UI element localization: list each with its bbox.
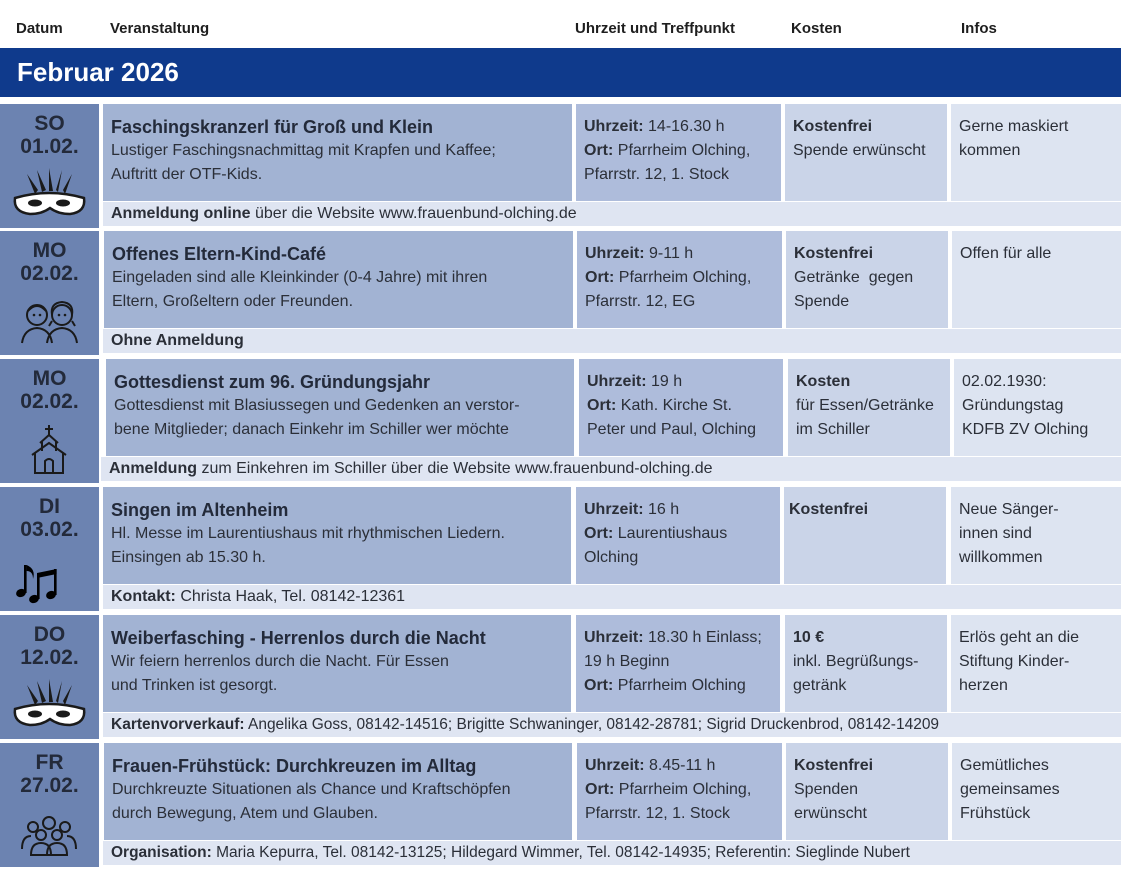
place-value: Pfarrstr. 12, EG [585, 293, 696, 310]
time-label: Uhrzeit: [584, 501, 644, 518]
month-title: Februar 2026 [17, 57, 179, 87]
cost-cell [785, 615, 947, 712]
cost-cell [788, 359, 950, 456]
event-desc: Einsingen ab 15.30 h. [111, 549, 266, 566]
info-text: gemeinsames [960, 781, 1060, 798]
cost-text: für Essen/Getränke [796, 397, 934, 414]
time-cell [576, 104, 781, 201]
carnival-mask-icon [0, 677, 99, 735]
group-icon [0, 805, 99, 863]
date: 01.02. [20, 135, 79, 158]
event-desc: Eingeladen sind alle Kleinkinder (0-4 Jahre) mit ihren [112, 269, 488, 286]
event-desc: und Trinken ist gesorgt. [111, 677, 278, 694]
church-icon [0, 421, 99, 479]
weekday: DI [39, 495, 60, 518]
event-footer [103, 585, 1121, 609]
weekday: MO [32, 239, 67, 262]
time-label: Uhrzeit: [585, 245, 645, 262]
place-label: Ort: [584, 142, 614, 159]
date-cell [0, 359, 99, 483]
event-title: Singen im Altenheim [111, 500, 289, 520]
event-row [0, 231, 1121, 355]
cost-text: Spende erwünscht [793, 142, 926, 159]
cost-text: Spenden [794, 781, 859, 798]
event-cell [104, 231, 573, 328]
table-header [0, 0, 1121, 48]
event-desc: Lustiger Faschingsnachmittag mit Krapfen und Kaffee; [111, 142, 496, 159]
time-label: Uhrzeit: [584, 629, 644, 646]
time-value: 14-16.30 h [648, 118, 725, 135]
header-time: Uhrzeit und Treffpunkt [575, 20, 735, 37]
date-cell [0, 743, 99, 867]
date: 12.02. [20, 646, 79, 669]
time-cell [576, 487, 780, 584]
date-cell [0, 615, 99, 739]
info-text: Gemütliches [960, 757, 1049, 774]
date: 02.02. [20, 390, 79, 413]
date: 03.02. [20, 518, 79, 541]
cost-text: getränk [793, 677, 847, 694]
cost-text: Spende [794, 293, 850, 310]
cost-title: Kostenfrei [794, 757, 874, 774]
time-value: 19 h [651, 373, 683, 390]
event-row [0, 615, 1121, 739]
footer-label: Kontakt: [111, 588, 176, 605]
event-title: Offenes Eltern-Kind-Café [112, 244, 327, 264]
cost-text: inkl. Begrüßungs- [793, 653, 919, 670]
event-footer [103, 329, 1121, 353]
event-cell [103, 487, 571, 584]
music-notes-icon [0, 549, 99, 607]
weekday: FR [35, 751, 64, 774]
time-cell [577, 743, 782, 840]
event-cell [103, 104, 572, 201]
time-value: 18.30 h Einlass; [648, 629, 762, 646]
cost-title: 10 € [793, 629, 825, 646]
date: 02.02. [20, 262, 79, 285]
info-cell [952, 743, 1121, 840]
info-text: herzen [959, 677, 1008, 694]
event-desc: bene Mitglieder; danach Einkehr im Schiller wer möchte [114, 421, 509, 438]
place-value: Pfarrheim Olching, [618, 269, 752, 286]
footer-text: zum Einkehren im Schiller über die Website www.frauenbund-olching.de [197, 460, 713, 477]
header-event: Veranstaltung [110, 20, 210, 37]
header-cost: Kosten [791, 20, 842, 37]
time-value: 8.45-11 h [649, 757, 716, 774]
info-text: Neue Sänger- [959, 501, 1059, 518]
event-cell [104, 743, 572, 840]
footer-label: Anmeldung online [111, 205, 251, 222]
event-desc: Durchkreuzte Situationen als Chance und Kraftschöpfen [112, 781, 511, 798]
cost-cell [786, 743, 948, 840]
info-cell [954, 359, 1121, 456]
place-label: Ort: [585, 781, 615, 798]
footer-text: Maria Kepurra, Tel. 08142-13125; Hildegard Wimmer, Tel. 08142-14935; Referentin: Sieglinde Nubert [211, 844, 910, 861]
place-value: Pfarrheim Olching, [617, 142, 751, 159]
event-desc: Auftritt der OTF-Kids. [111, 166, 263, 183]
place-value: Kath. Kirche St. [620, 397, 732, 414]
time-cell [579, 359, 783, 456]
event-cell [106, 359, 574, 456]
date-cell [0, 231, 99, 355]
info-cell [952, 231, 1121, 328]
info-text: Gründungstag [962, 397, 1064, 414]
cost-text: erwünscht [794, 805, 867, 822]
info-text: willkommen [959, 549, 1043, 566]
date: 27.02. [20, 774, 79, 797]
place-value: Pfarrheim Olching, [618, 781, 752, 798]
info-text: Gerne maskiert [959, 118, 1069, 135]
footer-text: Angelika Goss, 08142-14516; Brigitte Schwaninger, 08142-28781; Sigrid Druckenbrod, 08142-14209 [244, 716, 940, 733]
cost-title: Kosten [796, 373, 851, 390]
time-value: 16 h [648, 501, 680, 518]
event-row [0, 487, 1121, 611]
date-cell [0, 104, 99, 228]
event-row [0, 104, 1121, 228]
place-label: Ort: [584, 525, 614, 542]
info-text: Stiftung Kinder- [959, 653, 1070, 670]
place-value: Olching [584, 549, 639, 566]
event-title: Weiberfasching - Herrenlos durch die Nacht [111, 628, 486, 648]
info-text: Erlös geht an die [959, 629, 1080, 646]
event-title: Frauen-Frühstück: Durchkreuzen im Alltag [112, 756, 477, 776]
place-value: Laurentiushaus [617, 525, 728, 542]
event-desc: Hl. Messe im Laurentiushaus mit rhythmischen Liedern. [111, 525, 505, 542]
time-label: Uhrzeit: [584, 118, 644, 135]
children-icon [0, 293, 99, 351]
place-label: Ort: [587, 397, 617, 414]
time-value: 9-11 h [649, 245, 694, 262]
time-value: 19 h Beginn [584, 653, 670, 670]
info-text: kommen [959, 142, 1021, 159]
event-row [0, 359, 1121, 483]
carnival-mask-icon [0, 166, 99, 224]
weekday: DO [33, 623, 66, 646]
place-value: Pfarrstr. 12, 1. Stock [585, 805, 730, 822]
weekday: MO [32, 367, 67, 390]
event-row [0, 743, 1121, 867]
footer-text: Christa Haak, Tel. 08142-12361 [175, 588, 406, 605]
info-text: Offen für alle [960, 245, 1052, 262]
event-cell [103, 615, 571, 712]
cost-cell [784, 487, 946, 584]
event-desc: Wir feiern herrenlos durch die Nacht. Für Essen [111, 653, 449, 670]
footer-label: Ohne Anmeldung [111, 332, 244, 349]
cost-title: Kostenfrei [789, 501, 869, 518]
info-cell [951, 487, 1121, 584]
footer-label: Anmeldung [109, 460, 197, 477]
time-label: Uhrzeit: [587, 373, 647, 390]
info-text: Frühstück [960, 805, 1031, 822]
info-cell [951, 104, 1121, 201]
cost-title: Kostenfrei [793, 118, 873, 135]
place-label: Ort: [585, 269, 615, 286]
place-label: Ort: [584, 677, 614, 694]
header-info: Infos [961, 20, 997, 37]
event-desc: Gottesdienst mit Blasiussegen und Gedenken an verstor- [114, 397, 520, 414]
event-footer [103, 713, 1121, 737]
info-text: KDFB ZV Olching [962, 421, 1089, 438]
weekday: SO [34, 112, 65, 135]
footer-text: über die Website www.frauenbund-olching.de [250, 205, 577, 222]
cost-cell [786, 231, 948, 328]
month-banner [0, 48, 1121, 97]
time-cell [577, 231, 782, 328]
info-cell [951, 615, 1121, 712]
event-desc: Eltern, Großeltern oder Freunden. [112, 293, 354, 310]
event-title: Faschingskranzerl für Groß und Klein [111, 117, 434, 137]
event-footer [101, 457, 1121, 481]
cost-cell [785, 104, 947, 201]
place-value: Pfarrstr. 12, 1. Stock [584, 166, 729, 183]
date-cell [0, 487, 99, 611]
event-footer [103, 202, 1121, 226]
event-desc: durch Bewegung, Atem und Glauben. [112, 805, 378, 822]
cost-title: Kostenfrei [794, 245, 874, 262]
time-label: Uhrzeit: [585, 757, 645, 774]
event-footer [103, 841, 1121, 865]
info-text: 02.02.1930: [962, 373, 1047, 390]
event-title: Gottesdienst zum 96. Gründungsjahr [114, 372, 431, 392]
cost-text: Getränke gegen [794, 269, 914, 286]
time-cell [576, 615, 780, 712]
header-date: Datum [16, 20, 63, 37]
footer-label: Organisation: [111, 844, 212, 861]
place-value: Peter und Paul, Olching [587, 421, 756, 438]
place-value: Pfarrheim Olching [617, 677, 746, 694]
cost-text: im Schiller [796, 421, 870, 438]
footer-label: Kartenvorverkauf: [111, 716, 245, 733]
info-text: innen sind [959, 525, 1032, 542]
